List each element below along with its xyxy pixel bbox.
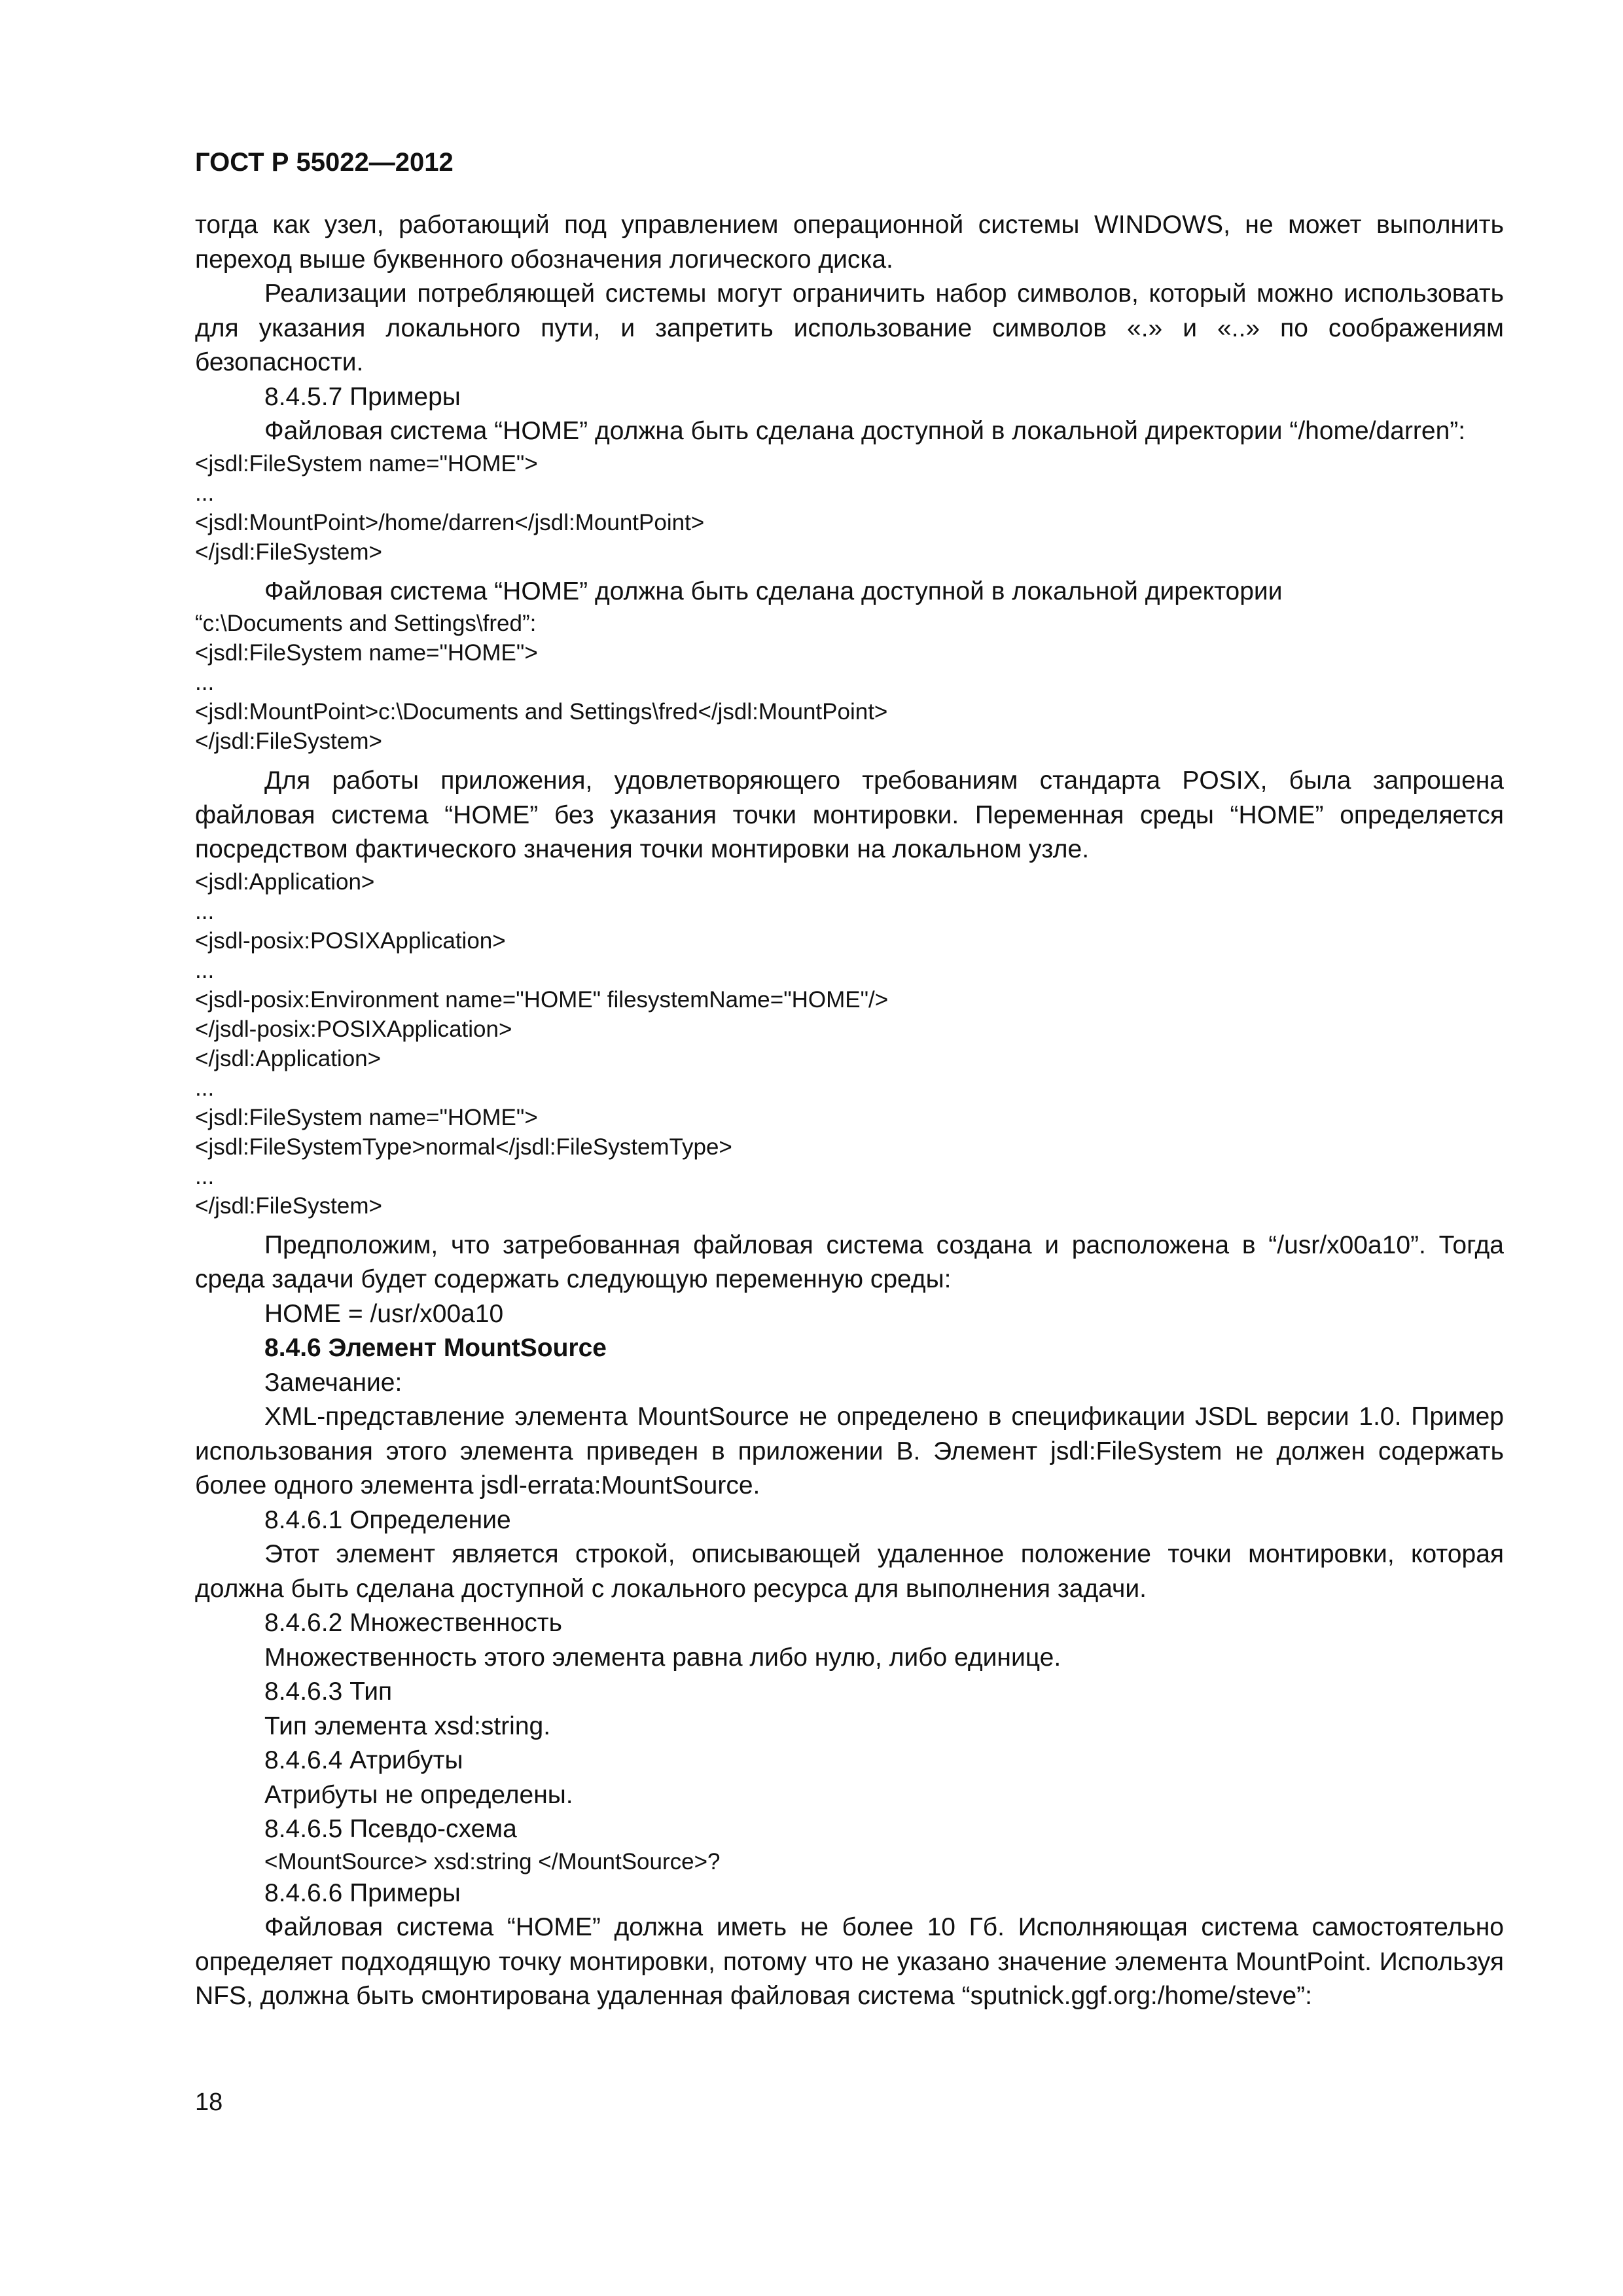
code-line: “c:\Documents and Settings\fred”: <box>195 611 537 636</box>
paragraph: Предположим, что затребованная файловая система создана и расположена в “/usr/x00a10”. Тогда среда задачи будет содержать следующую переменную среды: <box>195 1230 1504 1293</box>
section-heading-8-4-6-2: 8.4.6.2 Множественность <box>264 1609 562 1637</box>
code-line: ... <box>195 480 215 506</box>
code-line: ... <box>195 1075 215 1101</box>
section-heading-8-4-6-3: 8.4.6.3 Тип <box>264 1677 393 1706</box>
paragraph: Реализации потребляющей системы могут ограничить набор символов, который можно использовать для указания локального пути, и запретить использование символов «.» и «..» по соображениям безопасности. <box>195 279 1504 376</box>
note-label: Замечание: <box>264 1368 402 1397</box>
paragraph: Для работы приложения, удовлетворяющего требованиям стандарта POSIX, была запрошена файловая система “HOME” без указания точки монтировки. Переменная среды “HOME” определяется посредством фактического значения точки монтировки на локальном узле. <box>195 766 1504 863</box>
section-heading-8-4-5-7: 8.4.5.7 Примеры <box>264 382 461 411</box>
home-variable-line: HOME = /usr/x00a10 <box>264 1299 504 1328</box>
section-heading-8-4-6-4: 8.4.6.4 Атрибуты <box>264 1746 463 1774</box>
code-line: <jsdl:MountPoint>c:\Documents and Settings\fred</jsdl:MountPoint> <box>195 699 888 725</box>
code-block-3 <box>195 867 1504 1221</box>
pseudo-schema-line: <MountSource> xsd:string </MountSource>? <box>264 1848 721 1874</box>
paragraph: Множественность этого элемента равна либо нулю, либо единице. <box>264 1643 1061 1672</box>
paragraph: Файловая система “HOME” должна быть сделана доступной в локальной директории <box>264 577 1283 605</box>
code-line: </jsdl:Application> <box>195 1045 382 1071</box>
code-line: <jsdl:FileSystem name="HOME"> <box>195 640 538 666</box>
code-line: <jsdl-posix:POSIXApplication> <box>195 927 506 954</box>
code-line: ... <box>195 898 215 924</box>
code-line: ... <box>195 1163 215 1189</box>
section-heading-8-4-6-6: 8.4.6.6 Примеры <box>264 1878 461 1907</box>
code-line: ... <box>195 957 215 983</box>
code-line: <jsdl-posix:Environment name="HOME" filesystemName="HOME"/> <box>195 986 889 1013</box>
code-line: <jsdl:FileSystemType>normal</jsdl:FileSystemType> <box>195 1134 732 1160</box>
code-line: </jsdl:FileSystem> <box>195 539 382 565</box>
paragraph: Атрибуты не определены. <box>264 1780 573 1809</box>
code-line: ... <box>195 670 215 695</box>
paragraph: Этот элемент является строкой, описывающей удаленное положение точки монтировки, которая должна быть сделана доступной с локального ресурса для выполнения задачи. <box>195 1540 1504 1603</box>
paragraph: Тип элемента xsd:string. <box>264 1712 551 1740</box>
code-line: <jsdl:FileSystem name="HOME"> <box>195 1104 538 1130</box>
page-number: 18 <box>195 2089 223 2116</box>
code-line: </jsdl:FileSystem> <box>195 1193 382 1219</box>
paragraph: Файловая система “HOME” должна быть сделана доступной в локальной директории “/home/darren”: <box>264 417 1466 445</box>
document-header: ГОСТ Р 55022—2012 <box>195 148 454 177</box>
code-line: <jsdl:MountPoint>/home/darren</jsdl:MountPoint> <box>195 509 705 535</box>
section-heading-8-4-6: 8.4.6 Элемент MountSource <box>264 1334 607 1362</box>
paragraph: XML-представление элемента MountSource не определено в спецификации JSDL версии 1.0. Пример использования этого элемента приведен в приложении В. Элемент jsdl:FileSystem не должен содержать более одного элемента jsdl-errata:MountSource. <box>195 1403 1504 1499</box>
code-line: <jsdl:FileSystem name="HOME"> <box>195 450 538 476</box>
paragraph: Файловая система “HOME” должна иметь не более 10 Гб. Исполняющая система самостоятельно определяет подходящую точку монтировки, потому что не указано значение элемента MountPoint. Используя NFS, должна быть смонтирована удаленная файловая система “sputnick.ggf.org:/home/steve”: <box>195 1913 1504 2010</box>
code-block-1 <box>195 449 1504 567</box>
code-line: <jsdl:Application> <box>195 869 375 895</box>
paragraph: тогда как узел, работающий под управлением операционной системы WINDOWS, не может выполнить переход выше буквенного обозначения логического диска. <box>195 211 1504 274</box>
document-page <box>195 144 1504 2014</box>
code-block-2 <box>195 609 1504 756</box>
code-line: </jsdl:FileSystem> <box>195 728 382 754</box>
code-line: </jsdl-posix:POSIXApplication> <box>195 1016 512 1042</box>
section-heading-8-4-6-5: 8.4.6.5 Псевдо-схема <box>264 1815 517 1843</box>
section-heading-8-4-6-1: 8.4.6.1 Определение <box>264 1505 511 1534</box>
